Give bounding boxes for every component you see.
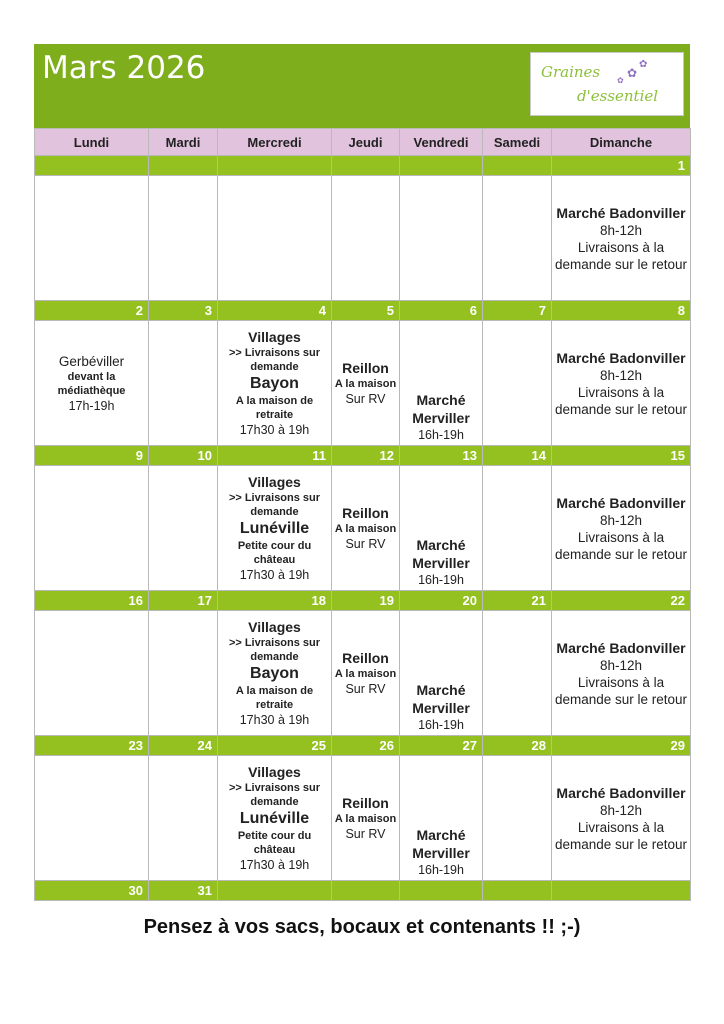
event-hours: 16h-19h xyxy=(418,428,464,442)
day-cell-sunday xyxy=(552,611,691,736)
day-cell xyxy=(149,176,218,301)
day-number: 11 xyxy=(218,446,332,466)
day-number: 21 xyxy=(483,591,552,611)
day-number xyxy=(400,156,483,176)
event-hours: 16h-19h xyxy=(418,573,464,587)
day-number: 25 xyxy=(218,736,332,756)
event-place: Gerbéviller xyxy=(58,353,125,369)
day-number: 18 xyxy=(218,591,332,611)
week-numbers-row xyxy=(35,736,691,756)
flower-icon: ✿ xyxy=(627,66,638,80)
day-cell-wednesday xyxy=(218,466,332,591)
day-cell-thursday xyxy=(332,321,400,446)
event-title: Marché Badonviller xyxy=(556,494,686,511)
event-note: Livraisons à la demande sur le retour xyxy=(554,819,688,852)
day-cell xyxy=(35,611,149,736)
event-sub: >> Livraisons sur demande xyxy=(228,347,321,373)
event-note: Livraisons à la demande sur le retour xyxy=(554,674,688,707)
event-hours: 8h-12h xyxy=(599,657,643,673)
event-title: Villages xyxy=(248,329,301,345)
day-cell-friday xyxy=(400,466,483,591)
day-cell xyxy=(483,176,552,301)
day-cell xyxy=(35,176,149,301)
event-place: Reillon xyxy=(342,795,389,811)
event-hours: 8h-12h xyxy=(599,512,643,528)
event-title: Marché Badonviller xyxy=(556,349,686,366)
day-number: 29 xyxy=(552,736,691,756)
day-number: 30 xyxy=(35,881,149,901)
week-numbers-row xyxy=(35,881,691,901)
event-title: Villages xyxy=(248,764,301,780)
day-number: 6 xyxy=(400,301,483,321)
week-content-row xyxy=(35,466,691,591)
day-cell-wednesday xyxy=(218,321,332,446)
day-cell xyxy=(149,321,218,446)
event-note: Livraisons à la demande sur le retour xyxy=(554,239,688,272)
event-hours: 17h30 à 19h xyxy=(239,423,310,437)
day-number: 9 xyxy=(35,446,149,466)
event-detail: A la maison de retraite xyxy=(235,395,314,421)
day-cell-wednesday xyxy=(218,756,332,881)
event-note: Livraisons à la demande sur le retour xyxy=(554,529,688,562)
event-sub: >> Livraisons sur demande xyxy=(228,492,321,518)
week-content-row xyxy=(35,611,691,736)
event-title: Marché Merviller xyxy=(412,537,470,571)
event-note: Sur RV xyxy=(345,537,386,551)
event-detail: A la maison xyxy=(334,813,397,825)
week-numbers-row xyxy=(35,301,691,321)
day-number: 16 xyxy=(35,591,149,611)
day-cell-sunday xyxy=(552,466,691,591)
event-detail: A la maison xyxy=(334,523,397,535)
day-cell xyxy=(149,466,218,591)
day-cell xyxy=(149,611,218,736)
event-hours: 16h-19h xyxy=(418,863,464,877)
event-title: Marché Merviller xyxy=(412,392,470,426)
event-hours: 8h-12h xyxy=(599,222,643,238)
day-number xyxy=(332,881,400,901)
event-place: Reillon xyxy=(342,360,389,376)
logo-text-line2: d'essentiel xyxy=(577,87,659,105)
event-title: Marché Merviller xyxy=(412,682,470,716)
day-number: 26 xyxy=(332,736,400,756)
day-cell xyxy=(483,321,552,446)
day-number xyxy=(149,156,218,176)
event-title: Villages xyxy=(248,619,301,635)
event-hours: 17h-19h xyxy=(68,398,115,413)
day-number: 4 xyxy=(218,301,332,321)
week-numbers-row xyxy=(35,446,691,466)
day-number: 20 xyxy=(400,591,483,611)
event-sub: >> Livraisons sur demande xyxy=(228,782,321,808)
day-cell-monday xyxy=(35,321,149,446)
event-title: Villages xyxy=(248,474,301,490)
week-numbers-row xyxy=(35,156,691,176)
event-detail: A la maison de retraite xyxy=(235,685,314,711)
week-numbers-row xyxy=(35,591,691,611)
day-number: 15 xyxy=(552,446,691,466)
day-cell xyxy=(483,611,552,736)
calendar-grid xyxy=(34,128,691,901)
day-number: 14 xyxy=(483,446,552,466)
day-number xyxy=(552,881,691,901)
day-number: 3 xyxy=(149,301,218,321)
day-number: 17 xyxy=(149,591,218,611)
calendar-header xyxy=(34,44,690,128)
event-place: Reillon xyxy=(342,650,389,666)
flower-icon: ✿ xyxy=(617,76,624,85)
event-hours: 8h-12h xyxy=(599,802,643,818)
event-title: Marché Badonviller xyxy=(556,204,686,221)
event-title: Marché Merviller xyxy=(412,827,470,861)
logo-text-line1: Graines xyxy=(541,63,601,81)
day-number: 7 xyxy=(483,301,552,321)
weekday-friday: Vendredi xyxy=(400,129,483,156)
day-cell-friday xyxy=(400,611,483,736)
day-number: 24 xyxy=(149,736,218,756)
weekday-sunday: Dimanche xyxy=(552,129,691,156)
day-number xyxy=(332,156,400,176)
day-cell-thursday xyxy=(332,466,400,591)
footer-reminder: Pensez à vos sacs, bocaux et contenants !! ;-) xyxy=(143,916,581,938)
weekday-thursday: Jeudi xyxy=(332,129,400,156)
weekday-monday: Lundi xyxy=(35,129,149,156)
event-detail: Petite cour du château xyxy=(237,830,312,856)
week-content-row xyxy=(35,176,691,301)
event-hours: 17h30 à 19h xyxy=(239,713,310,727)
day-cell xyxy=(483,466,552,591)
weekday-wednesday: Mercredi xyxy=(218,129,332,156)
event-place: Lunéville xyxy=(239,520,310,537)
week-content-row xyxy=(35,756,691,881)
day-cell-sunday xyxy=(552,321,691,446)
day-number: 13 xyxy=(400,446,483,466)
weekday-saturday: Samedi xyxy=(483,129,552,156)
day-number xyxy=(400,881,483,901)
event-hours: 16h-19h xyxy=(418,718,464,732)
event-place: Bayon xyxy=(250,665,299,682)
event-note: Sur RV xyxy=(345,682,386,696)
day-number: 22 xyxy=(552,591,691,611)
day-cell xyxy=(35,466,149,591)
page-title: Mars 2026 xyxy=(42,50,206,86)
day-number: 10 xyxy=(149,446,218,466)
day-number: 27 xyxy=(400,736,483,756)
event-sub: >> Livraisons sur demande xyxy=(228,637,321,663)
event-hours: 17h30 à 19h xyxy=(239,568,310,582)
day-number: 23 xyxy=(35,736,149,756)
day-number xyxy=(218,156,332,176)
day-cell-thursday xyxy=(332,611,400,736)
day-number: 31 xyxy=(149,881,218,901)
event-note: Sur RV xyxy=(345,392,386,406)
day-number: 5 xyxy=(332,301,400,321)
day-cell xyxy=(218,176,332,301)
logo xyxy=(530,52,684,116)
event-detail: A la maison xyxy=(334,668,397,680)
day-cell-friday xyxy=(400,321,483,446)
day-number: 28 xyxy=(483,736,552,756)
weekday-tuesday: Mardi xyxy=(149,129,218,156)
event-place: Lunéville xyxy=(239,810,310,827)
event-detail: Petite cour du château xyxy=(237,540,312,566)
event-note: Livraisons à la demande sur le retour xyxy=(554,384,688,417)
event-place: Bayon xyxy=(250,375,299,392)
day-number: 1 xyxy=(552,156,691,176)
day-cell-wednesday xyxy=(218,611,332,736)
day-cell xyxy=(483,756,552,881)
weekday-header-row xyxy=(35,129,691,156)
day-number: 2 xyxy=(35,301,149,321)
day-cell xyxy=(400,176,483,301)
day-cell xyxy=(149,756,218,881)
event-detail: A la maison xyxy=(334,378,397,390)
week-content-row xyxy=(35,321,691,446)
day-number: 12 xyxy=(332,446,400,466)
event-hours: 17h30 à 19h xyxy=(239,858,310,872)
event-place: Reillon xyxy=(342,505,389,521)
day-cell-sunday xyxy=(552,176,691,301)
day-cell-sunday xyxy=(552,756,691,881)
day-number xyxy=(218,881,332,901)
day-number: 8 xyxy=(552,301,691,321)
event-detail: devant la médiathèque xyxy=(57,370,126,397)
event-note: Sur RV xyxy=(345,827,386,841)
day-cell xyxy=(35,756,149,881)
day-number xyxy=(483,156,552,176)
day-cell xyxy=(332,176,400,301)
day-number xyxy=(35,156,149,176)
event-title: Marché Badonviller xyxy=(556,639,686,656)
flower-icon: ✿ xyxy=(639,59,648,70)
event-hours: 8h-12h xyxy=(599,367,643,383)
day-cell-friday xyxy=(400,756,483,881)
day-number: 19 xyxy=(332,591,400,611)
day-number xyxy=(483,881,552,901)
day-cell-thursday xyxy=(332,756,400,881)
event-title: Marché Badonviller xyxy=(556,784,686,801)
